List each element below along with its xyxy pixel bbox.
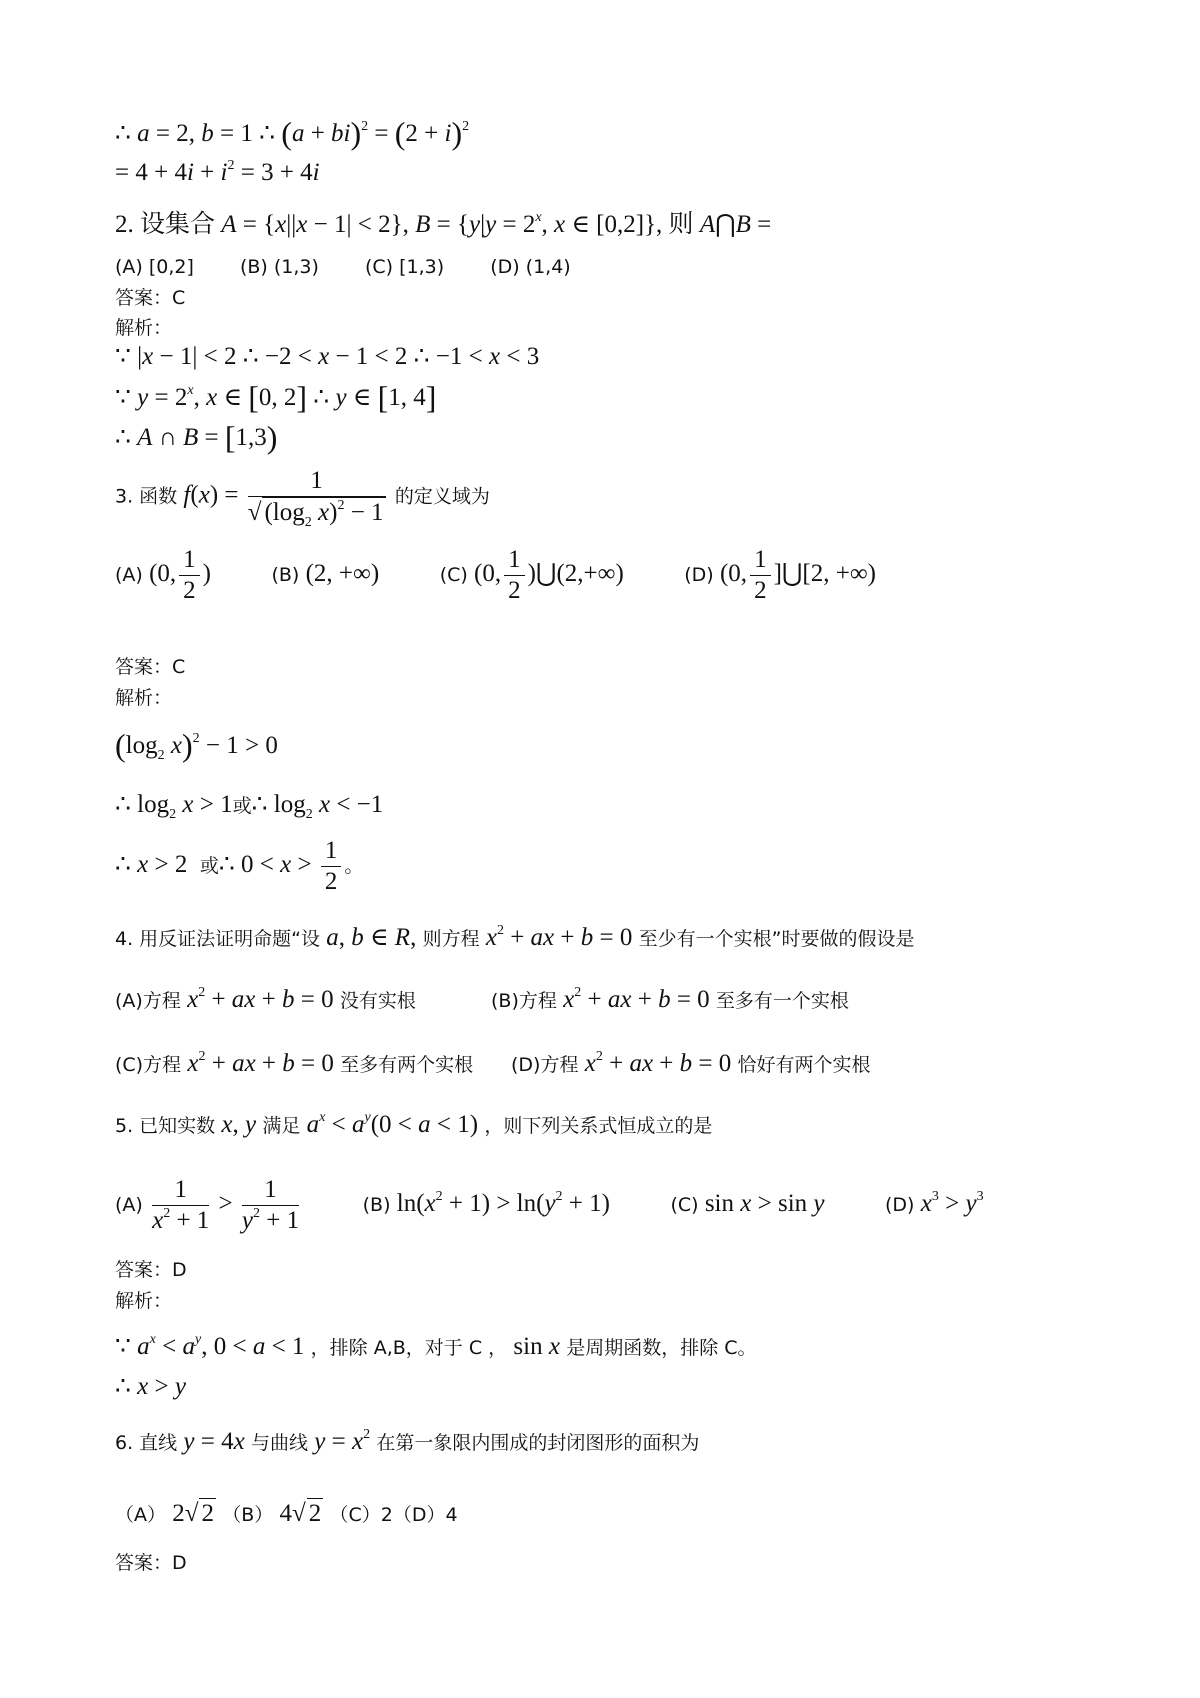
q5-step-2: ∴ x > y	[115, 1373, 186, 1400]
sol1-line1: ∴ a = 2, b = 1 ∴ $(a + bi)^2 = (2 + i)^2$	[115, 115, 470, 151]
q3-fraction: $\frac{1}{√ (\log_2 x)^2 - 1}$	[247, 467, 384, 530]
q4-stem-a: 4. 用反证法证明命题“设	[115, 928, 321, 950]
q5-step-1: ∵ $a^x < a^y$, 0 < a < 1 ，排除 A,B，对于 C ， sin x 是周期函数，排除 C。	[115, 1332, 757, 1360]
q6-answer: 答案：D	[115, 1552, 187, 1574]
q3-period: 。	[344, 855, 364, 878]
q6-stem-c: 在第一象限内围成的封闭图形的面积为	[376, 1432, 700, 1454]
q5-stem-a: 5. 已知实数	[115, 1115, 216, 1137]
q3-analysis-label: 解析：	[115, 687, 173, 709]
q2-option-a[interactable]: (A) [0,2]	[115, 256, 194, 278]
q4-stem-b: 则方程	[422, 928, 480, 950]
q3-option-a-label[interactable]: (A)	[115, 564, 143, 587]
q3-step-2: ∴ $\log_2 x > 1$或∴ $\log_2 x < -1$	[115, 791, 384, 822]
q3-option-d-label[interactable]: (D)	[684, 564, 714, 587]
q3-stem-suffix: 的定义域为	[394, 485, 490, 508]
q4-stem: 4. 用反证法证明命题“设 a, b ∈ R, 则方程 $x^2$ + ax + b = 0 至少有一个实根”时要做的假设是	[115, 923, 915, 951]
q2-analysis-label: 解析：	[115, 317, 173, 339]
q3-stem-prefix: 3. 函数	[115, 485, 178, 508]
q3-or-2: 或	[199, 855, 219, 878]
q5-options: (A) $\frac{1}{x^2 + 1}$ > $\frac{1}{y^2 + 1}$ (B) $\ln(x^2 + 1) > \ln(y^2 + 1)$ (C) sin x > sin y (D) $x^3 > y^3$	[115, 1176, 984, 1234]
q4-option-b[interactable]: (B)方程	[491, 990, 557, 1012]
q4-option-a[interactable]: (A)方程	[115, 990, 181, 1012]
q5-option-d-label[interactable]: (D)	[885, 1194, 915, 1217]
q6-stem-a: 6. 直线	[115, 1432, 178, 1454]
q5-stem-b: 满足	[262, 1115, 301, 1137]
q5-stem: 5. 已知实数 x, y 满足 $a^x < a^y(0 < a < 1)$ ，则下列关系式恒成立的是	[115, 1110, 713, 1138]
q2-answer: 答案：C	[115, 287, 186, 309]
q6-option-c[interactable]: （C）2	[329, 1504, 393, 1526]
q5-analysis-label: 解析：	[115, 1290, 173, 1312]
q3-answer: 答案：C	[115, 656, 186, 678]
q4-option-d[interactable]: (D)方程	[511, 1054, 579, 1076]
q2-option-d[interactable]: (D) (1,4)	[490, 256, 571, 278]
q4-option-b-tail: 至多有一个实根	[715, 990, 849, 1012]
q4-options-row-2b: (D)方程 $x^2$ + ax + b = 0 恰好有两个实根	[511, 1049, 871, 1077]
q5-option-b-label[interactable]: (B)	[362, 1194, 391, 1217]
q3-stem: 3. 函数 f(x) = $\frac{1}{√ (\log_2 x)^2 - 1}$ 的定义域为	[115, 467, 490, 530]
q6-option-b[interactable]: （B）	[222, 1504, 274, 1526]
q2-option-c[interactable]: (C) [1,3)	[364, 256, 445, 278]
q2-option-b[interactable]: (B) (1,3)	[239, 256, 319, 278]
q4-option-a-tail: 没有实根	[339, 990, 416, 1012]
q6-option-a[interactable]: （A）	[115, 1504, 166, 1526]
q3-or-1: 或	[232, 795, 252, 817]
q6-stem: 6. 直线 y = 4x 与曲线 $y = x^2$ 在第一象限内围成的封闭图形的面积为	[115, 1427, 700, 1455]
q6-stem-b: 与曲线	[251, 1432, 309, 1454]
q2-step-3: ∴ A ∩ B = [1,3)	[115, 419, 278, 455]
q4-option-d-tail: 恰好有两个实根	[737, 1054, 871, 1076]
q2-step-2: ∵ $y = 2^x$, x ∈ [0, 2] ∴ y ∈ [1, 4]	[115, 379, 437, 415]
q5-option-a-label[interactable]: (A)	[115, 1194, 143, 1217]
q5-explain-a: ，排除 A,B，对于 C ，	[310, 1337, 508, 1359]
q3-step-3: ∴ x > 2 或∴ 0 < x > $\frac{1}{2}$ 。	[115, 837, 364, 895]
q3-options: (A) (0, $\frac{1}{2}$ ) (B) (2, +∞) (C) (0, $\frac{1}{2}$ )⋃(2,+∞) (D) (0, $\frac{1}{2}$ ]⋃[2, +∞)	[115, 546, 876, 604]
q4-stem-c: 至少有一个实根”时要做的假设是	[638, 928, 915, 950]
q6-options: （A） 2√ 2 （B） 4√ 2 （C）2（D）4	[115, 1500, 458, 1527]
q6-option-d[interactable]: （D）4	[392, 1504, 458, 1526]
q4-option-c[interactable]: (C)方程	[115, 1054, 182, 1076]
q3-option-b-label[interactable]: (B)	[271, 564, 300, 587]
q3-step-1: ($\log_2$ x)$^2$ − 1 > 0	[115, 727, 278, 763]
q4-options-row-2: (C)方程 $x^2$ + ax + b = 0 至多有两个实根	[115, 1049, 474, 1077]
q5-stem-c: ，则下列关系式恒成立的是	[484, 1115, 713, 1137]
q2-stem: 2. 设集合 A = {x||x − 1| < 2}, $B = \{y|y = 2^x$, x ∈ [0,2]}, 则 A⋂B =	[115, 210, 772, 238]
q5-answer: 答案：D	[115, 1259, 187, 1281]
sol1-line2: = $4 + 4i + i^2 = 3 + 4i$	[115, 158, 320, 186]
q3-option-c-label[interactable]: (C)	[439, 564, 468, 587]
q4-option-c-tail: 至多有两个实根	[340, 1054, 474, 1076]
q4-options-row-1: (A)方程 $x^2$ + ax + b = 0 没有实根	[115, 985, 416, 1013]
q4-options-row-1b: (B)方程 $x^2$ + ax + b = 0 至多有一个实根	[491, 985, 849, 1013]
q2-step-1: ∵ |x − 1| < 2 ∴ −2 < x − 1 < 2 ∴ −1 < x < 3	[115, 343, 540, 370]
q5-option-c-label[interactable]: (C)	[670, 1194, 699, 1217]
q2-options	[115, 252, 611, 282]
q5-explain-b: 是周期函数，排除 C。	[566, 1337, 757, 1359]
